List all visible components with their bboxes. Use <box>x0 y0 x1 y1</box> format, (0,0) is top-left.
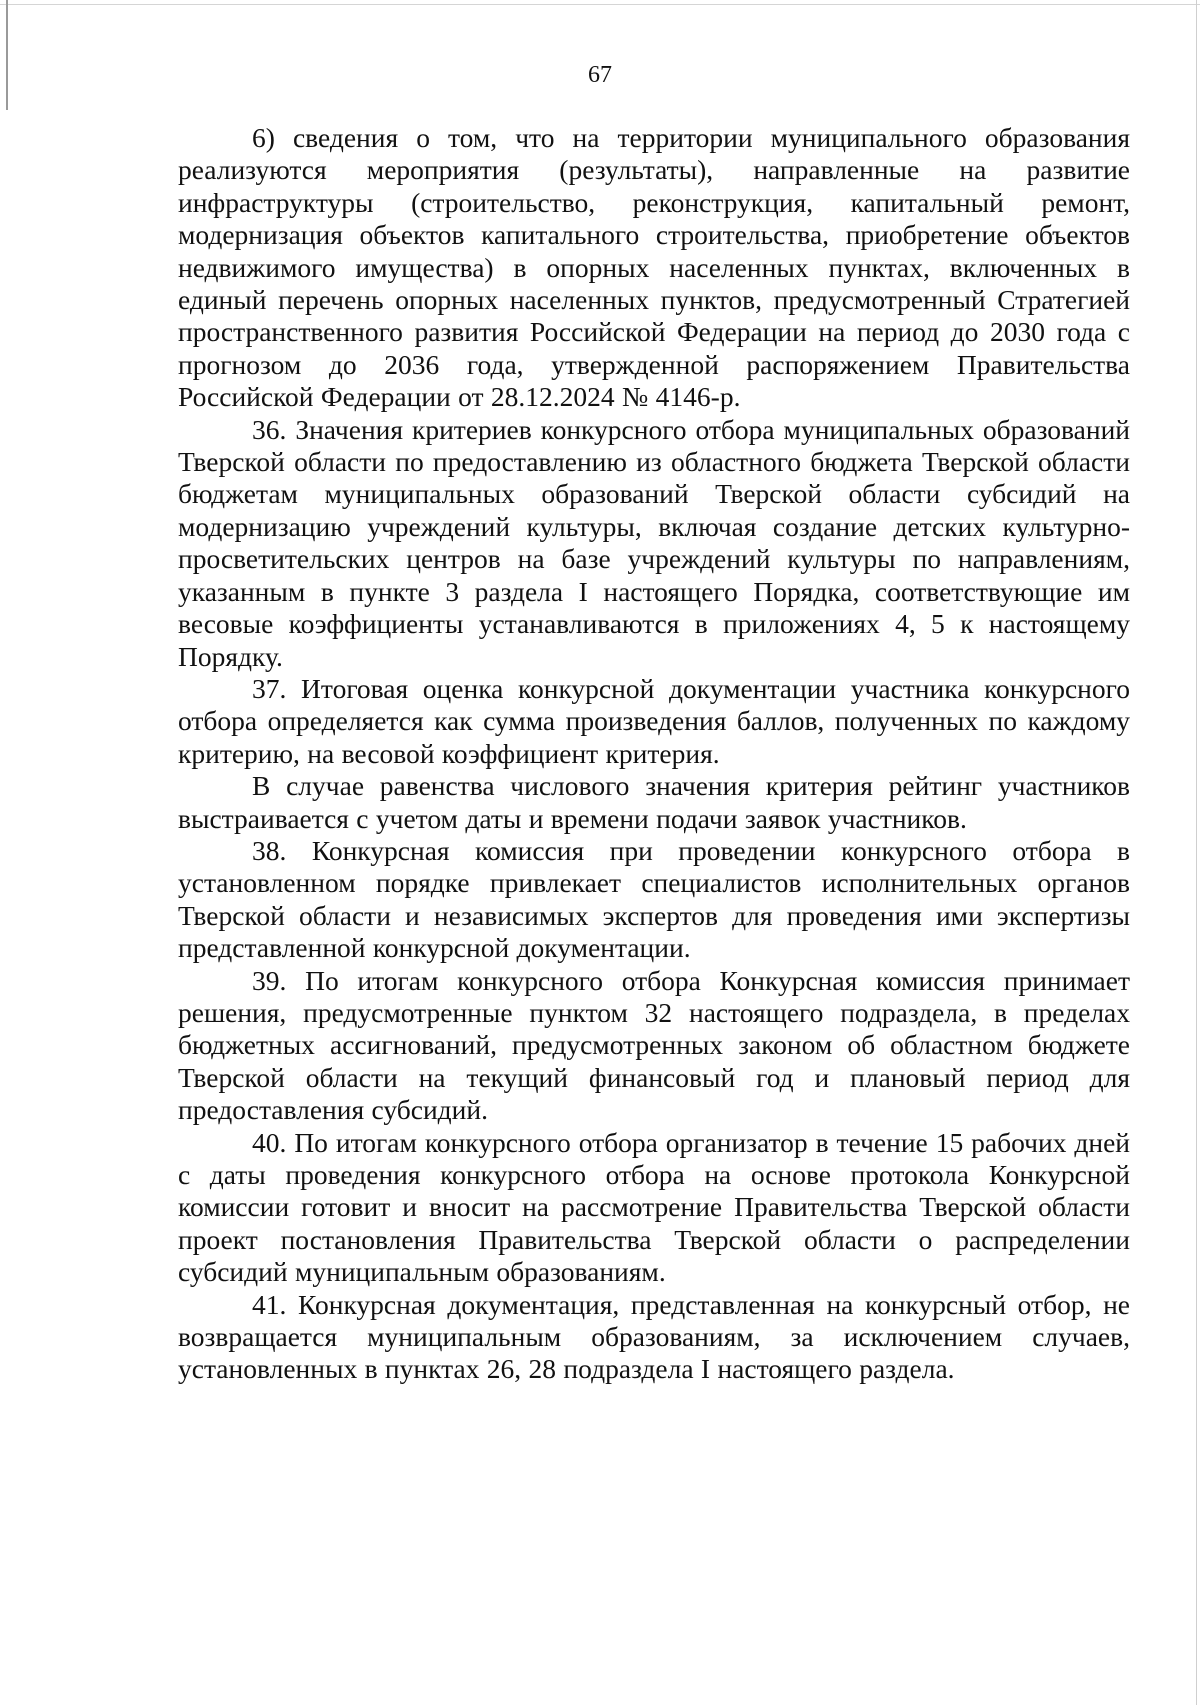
paragraph-item-6: 6) сведения о том, что на территории муниципального образования реализуются мероприятия (результаты), направленные на развитие инфраструктуры (строительство, реконструкция, капитальный ремонт, модернизация объектов капитального строительства, приобретение объектов недвижимого имущества) в опорных населенных пунктах, включенных в единый перечень опорных населенных пунктов, предусмотренный Стратегией пространственного развития Российской Федерации на период до 2030 года с прогнозом до 2036 года, утвержденной распоряжением Правительства Российской Федерации от 28.12.2024 № 4146-р. <box>178 122 1130 413</box>
paragraph-38: 38. Конкурсная комиссия при проведении конкурсного отбора в установленном порядке привлекает специалистов исполнительных органов Тверской области и независимых экспертов для проведения ими экспертизы представленной конкурсной документации. <box>178 834 1130 964</box>
scan-edge-right <box>1196 0 1197 1705</box>
paragraph-37: 37. Итоговая оценка конкурсной документации участника конкурсного отбора определяется как сумма произведения баллов, полученных по каждому критерию, на весовой коэффициент критерия. <box>178 672 1130 769</box>
paragraph-37-continuation: В случае равенства числового значения критерия рейтинг участников выстраивается с учетом даты и времени подачи заявок участников. <box>178 770 1130 834</box>
paragraph-39: 39. По итогам конкурсного отбора Конкурсная комиссия принимает решения, предусмотренные пунктом 32 настоящего подраздела, в пределах бюджетных ассигнований, предусмотренных законом об областном бюджете Тверской области на текущий финансовый год и плановый период для предоставления субсидий. <box>178 964 1130 1126</box>
paragraph-36: 36. Значения критериев конкурсного отбора муниципальных образований Тверской области по предоставлению из областного бюджета Тверской области бюджетам муниципальных образований Тверской области субсидий на модернизацию учреждений культуры, включая создание детских культурно-просветительских центров на базе учреждений культуры по направлениям, указанным в пункте 3 раздела I настоящего Порядка, соответствующие им весовые коэффициенты устанавливаются в приложениях 4, 5 к настоящему Порядку. <box>178 413 1130 672</box>
page-number: 67 <box>588 62 612 88</box>
paragraph-40: 40. По итогам конкурсного отбора организатор в течение 15 рабочих дней с даты проведения конкурсного отбора на основе протокола Конкурсной комиссии готовит и вносит на рассмотрение Правительства Тверской области проект постановления Правительства Тверской области о распределении субсидий муниципальным образованиям. <box>178 1126 1130 1288</box>
scan-edge-top <box>0 4 1200 5</box>
scan-edge-left <box>6 0 8 110</box>
document-body <box>178 122 1130 1386</box>
paragraph-41: 41. Конкурсная документация, представленная на конкурсный отбор, не возвращается муниципальным образованиям, за исключением случаев, установленных в пунктах 26, 28 подраздела I настоящего раздела. <box>178 1288 1130 1385</box>
